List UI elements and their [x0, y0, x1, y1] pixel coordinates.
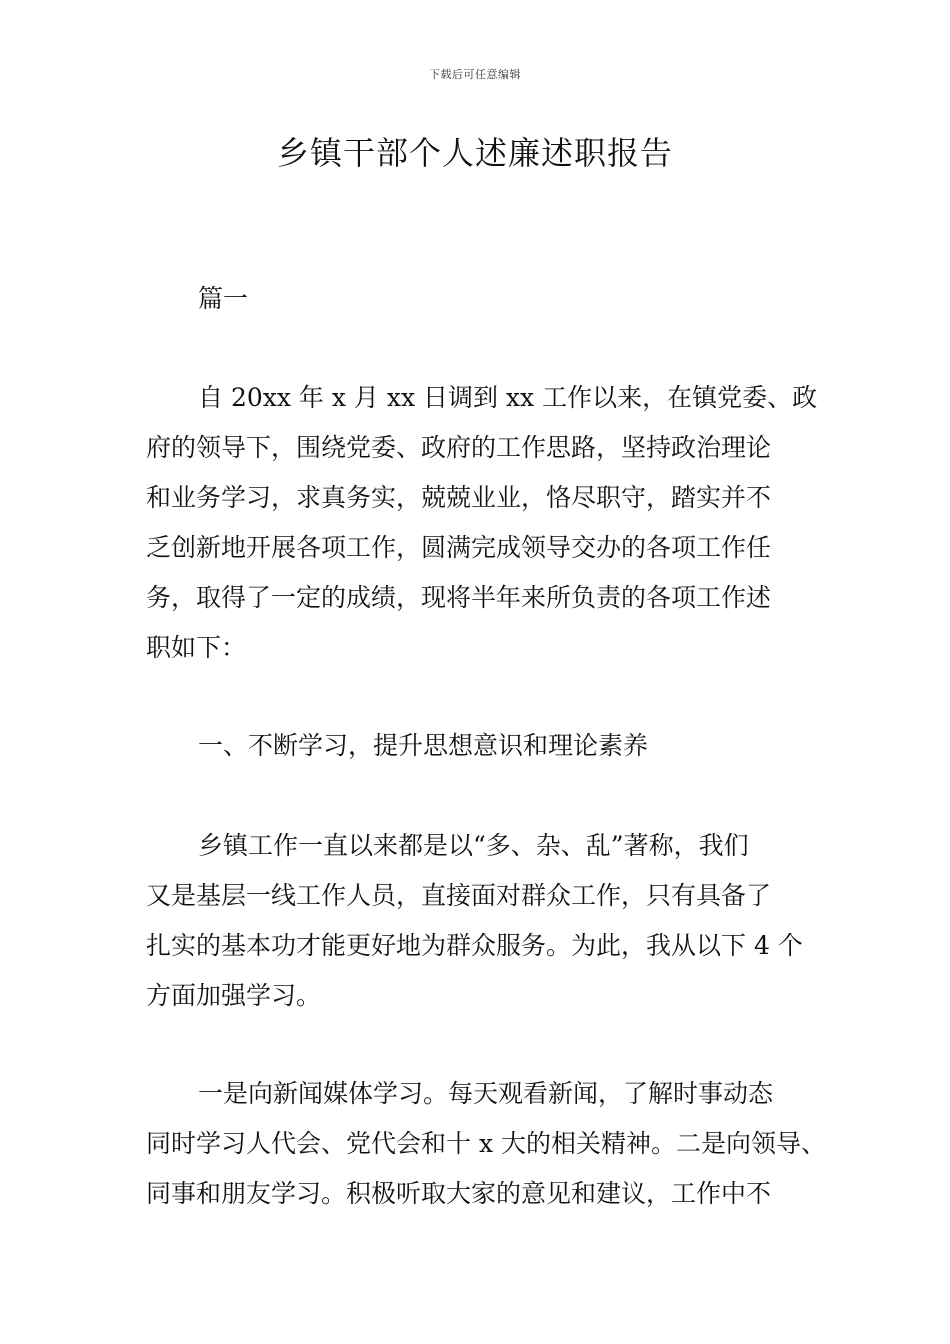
paragraph-line: 自 20xx 年 x 月 xx 日调到 xx 工作以来，在镇党委、政 [198, 383, 818, 412]
paragraph-line: 扎实的基本功才能更好地为群众服务。为此，我从以下 4 个 [146, 931, 803, 960]
page-title: 乡镇干部个人述廉述职报告 [276, 134, 673, 172]
paragraph-line: 方面加强学习。 [146, 981, 322, 1010]
paragraph-line: 职如下： [146, 633, 247, 662]
paragraph-line: 又是基层一线工作人员，直接面对群众工作，只有具备了 [146, 881, 772, 910]
paragraph-line: 和业务学习，求真务实，兢兢业业，恪尽职守，踏实并不 [146, 483, 772, 512]
paragraph-line: 乏创新地开展各项工作，圆满完成领导交办的各项工作任 [146, 533, 772, 562]
paragraph-line: 乡镇工作一直以来都是以“多、杂、乱”著称，我们 [198, 831, 749, 860]
paragraph-line: 同事和朋友学习。积极听取大家的意见和建议，工作中不 [146, 1179, 772, 1208]
section-heading: 一、不断学习，提升思想意识和理论素养 [198, 731, 649, 760]
body-paragraph-3 [146, 1069, 826, 1219]
body-paragraph-2 [146, 821, 826, 1021]
section-heading-block [146, 721, 826, 771]
intro-paragraph [146, 373, 826, 673]
section-label-block [146, 274, 826, 324]
paragraph-line: 府的领导下，围绕党委、政府的工作思路，坚持政治理论 [146, 433, 772, 462]
header-note: 下载后可任意编辑 [429, 68, 521, 81]
paragraph-line: 一是向新闻媒体学习。每天观看新闻，了解时事动态 [198, 1079, 774, 1108]
paragraph-line: 务，取得了一定的成绩，现将半年来所负责的各项工作述 [146, 583, 772, 612]
section-label: 篇一 [198, 284, 249, 313]
paragraph-line: 同时学习人代会、党代会和十 x 大的相关精神。二是向领导、 [146, 1129, 826, 1158]
